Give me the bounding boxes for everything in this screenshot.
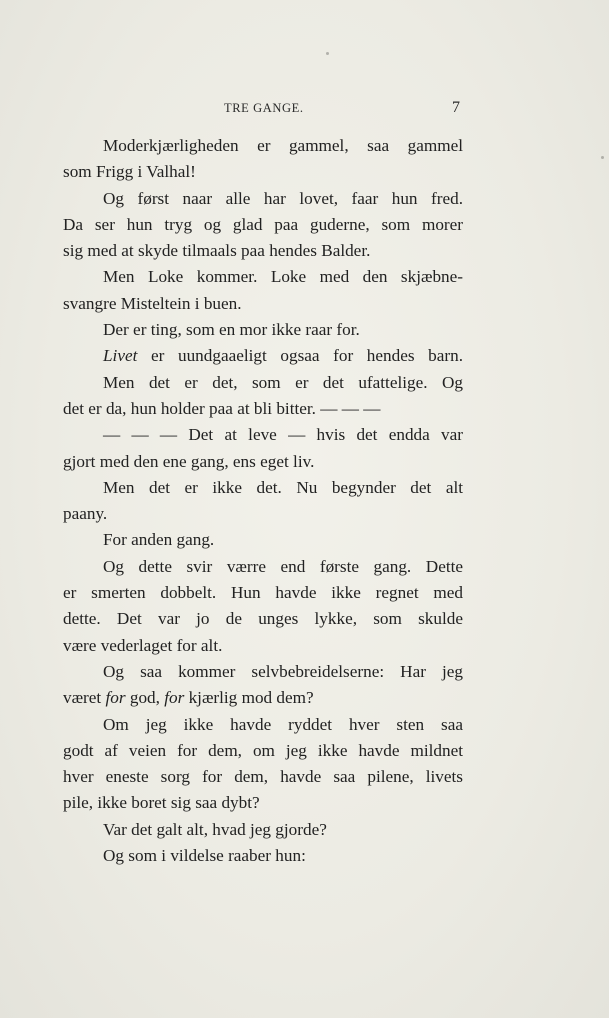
- text-line: [63, 712, 463, 738]
- text-line: [63, 738, 463, 764]
- text-segment: været: [63, 688, 106, 708]
- text-line: [63, 291, 463, 317]
- text-segment: Moderkjærligheden er gammel, saa gammel: [103, 136, 463, 155]
- text-line: [63, 396, 463, 422]
- text-line: [63, 659, 463, 685]
- text-segment: hver eneste sorg for dem, havde saa pilene, livets: [63, 767, 463, 787]
- text-segment: svangre Misteltein i buen.: [63, 293, 242, 313]
- text-line: [63, 238, 463, 264]
- text-segment: paany.: [63, 504, 108, 524]
- text-segment: sig med at skyde tilmaals paa hendes Balder.: [63, 241, 371, 261]
- text-segment: Men det er ikke det. Nu begynder det alt: [103, 477, 463, 497]
- text-line: [63, 764, 463, 790]
- body-text: [63, 133, 463, 869]
- text-segment: Og som i vildelse raaber hun:: [103, 846, 306, 866]
- text-segment: kjærlig mod dem?: [184, 688, 314, 708]
- paper-speck: [601, 156, 604, 159]
- text-segment: er uundgaaeligt ogsaa for hendes barn.: [137, 346, 463, 366]
- text-segment: godt af veien for dem, om jeg ikke havde mildnet: [63, 740, 463, 760]
- italic-segment: Livet: [103, 346, 138, 366]
- text-line: [63, 422, 463, 448]
- text-segment: For anden gang.: [103, 530, 215, 550]
- text-line: [63, 317, 463, 343]
- text-line: [63, 343, 463, 369]
- text-line: [63, 133, 463, 159]
- text-segment: det er da, hun holder paa at bli bitter. — — —: [63, 398, 381, 418]
- paper-speck: [326, 52, 329, 55]
- text-line: [63, 527, 463, 553]
- text-segment: Og dette svir værre end første gang. Dette: [103, 556, 463, 576]
- text-segment: Der er ting, som en mor ikke raar for.: [103, 320, 360, 340]
- text-segment: Og først naar alle har lovet, faar hun fred.: [103, 188, 463, 208]
- text-segment: Og saa kommer selvbebreidelserne: Har jeg: [103, 661, 463, 681]
- text-line: [63, 817, 463, 843]
- page-number: 7: [452, 99, 460, 116]
- text-line: [63, 449, 463, 475]
- text-segment: pile, ikke boret sig saa dybt?: [63, 793, 260, 813]
- text-line: [63, 501, 463, 527]
- text-segment: dette. Det var jo de unges lykke, som skulde: [63, 609, 463, 629]
- text-line: [63, 186, 463, 212]
- text-line: [63, 159, 463, 185]
- text-line: [63, 633, 463, 659]
- text-segment: — — — Det at leve — hvis det endda var: [103, 425, 463, 445]
- text-segment: god,: [125, 688, 165, 708]
- running-title: TRE GANGE.: [224, 101, 304, 115]
- text-line: [63, 475, 463, 501]
- text-segment: er smerten dobbelt. Hun havde ikke regnet med: [63, 583, 463, 603]
- text-line: [63, 580, 463, 606]
- text-segment: Om jeg ikke havde ryddet hver sten saa: [103, 714, 463, 734]
- text-segment: Var det galt alt, hvad jeg gjorde?: [103, 819, 327, 839]
- text-line: [63, 554, 463, 580]
- italic-segment: for: [105, 688, 126, 708]
- text-line: [63, 370, 463, 396]
- page-header: [0, 101, 609, 121]
- text-line: [63, 843, 463, 869]
- text-segment: Men det er det, som er det ufattelige. Og: [103, 372, 463, 392]
- text-segment: gjort med den ene gang, ens eget liv.: [63, 451, 315, 471]
- text-segment: Da ser hun tryg og glad paa guderne, som morer: [63, 214, 463, 234]
- text-segment: Men Loke kommer. Loke med den skjæbne-: [103, 267, 463, 287]
- italic-segment: for: [164, 688, 185, 708]
- text-line: [63, 790, 463, 816]
- text-line: [63, 212, 463, 238]
- text-line: [63, 685, 463, 711]
- text-line: [63, 264, 463, 290]
- text-segment: være vederlaget for alt.: [63, 635, 223, 655]
- text-segment: som Frigg i Valhal!: [63, 162, 196, 182]
- text-line: [63, 606, 463, 632]
